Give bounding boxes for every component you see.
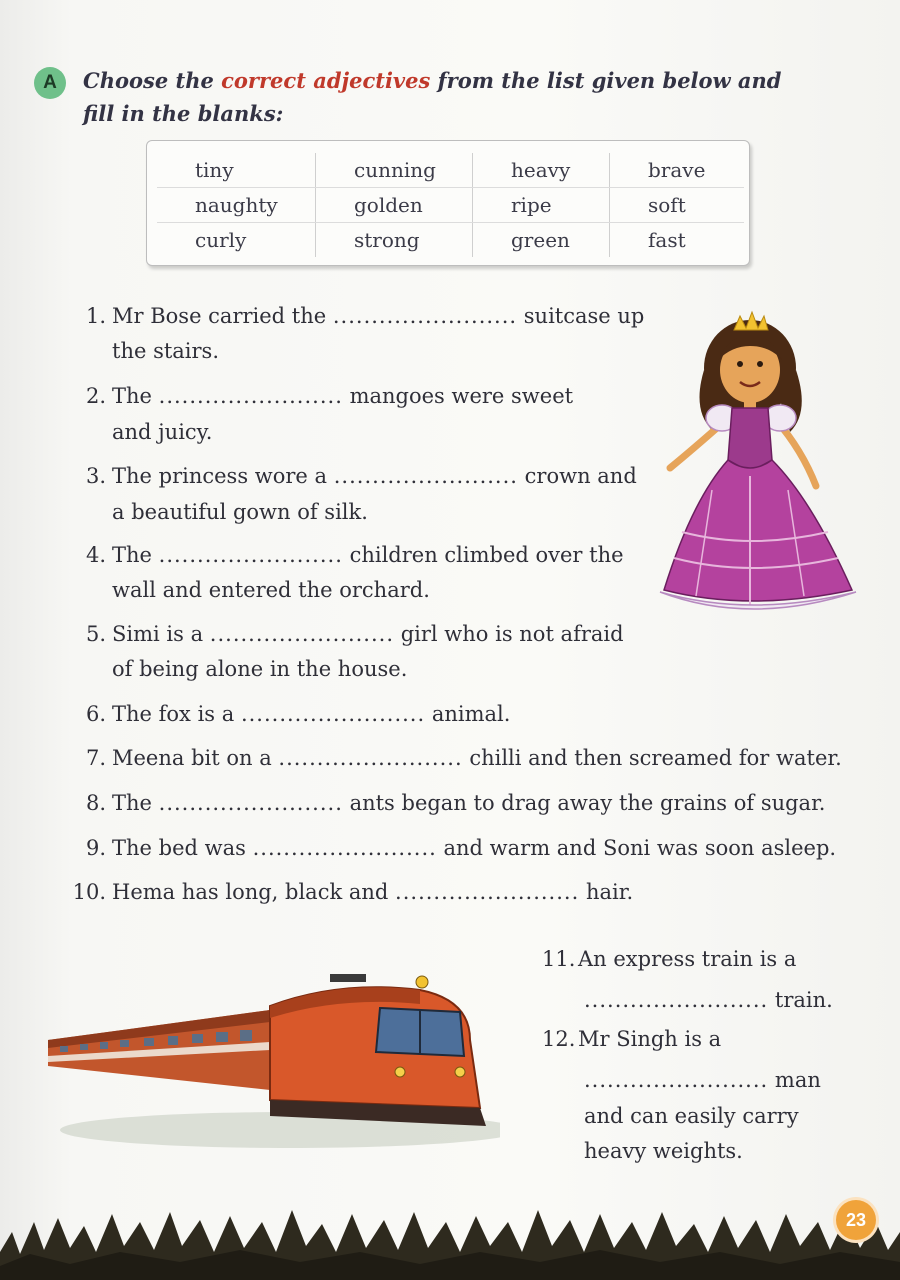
word-cell: strong bbox=[316, 223, 473, 258]
answer-blank[interactable]: ........................ bbox=[333, 464, 518, 488]
question-6: 6. The fox is a ........................ animal. bbox=[85, 702, 511, 726]
answer-blank[interactable]: ........................ bbox=[278, 746, 463, 770]
princess-illustration bbox=[652, 300, 862, 620]
answer-blank[interactable]: ........................ bbox=[332, 304, 518, 328]
question-7: 7. Meena bit on a ........................ chilli and then screamed for water. bbox=[85, 746, 842, 770]
question-1-cont: the stairs. bbox=[112, 339, 220, 363]
question-12-cont3: heavy weights. bbox=[584, 1139, 743, 1163]
word-cell: ripe bbox=[473, 188, 610, 223]
answer-blank[interactable]: ........................ bbox=[209, 622, 395, 646]
question-2-cont: and juicy. bbox=[112, 420, 213, 444]
answer-blank[interactable]: ........................ bbox=[584, 1068, 769, 1092]
question-5-cont: of being alone in the house. bbox=[112, 657, 408, 681]
word-list-table bbox=[157, 153, 744, 257]
exercise-badge: A bbox=[34, 67, 66, 99]
word-cell: green bbox=[473, 223, 610, 258]
question-4-cont: wall and entered the orchard. bbox=[112, 578, 430, 602]
question-12: 12. Mr Singh is a bbox=[542, 1027, 722, 1051]
answer-blank[interactable]: ........................ bbox=[158, 791, 343, 815]
question-8: 8. The ........................ ants began to drag away the grains of sugar. bbox=[85, 791, 826, 815]
word-cell: heavy bbox=[473, 153, 610, 188]
question-5: 5. Simi is a ........................ girl who is not afraid bbox=[85, 622, 624, 646]
answer-blank[interactable]: ........................ bbox=[395, 880, 580, 904]
word-cell: fast bbox=[648, 228, 686, 252]
question-11: 11. An express train is a bbox=[542, 947, 797, 971]
question-4: 4. The ........................ children climbed over the bbox=[85, 543, 624, 567]
question-12-cont: ........................ man bbox=[584, 1068, 821, 1092]
word-cell: naughty bbox=[157, 188, 316, 223]
answer-blank[interactable]: ........................ bbox=[158, 543, 343, 567]
question-3-cont: a beautiful gown of silk. bbox=[112, 500, 368, 524]
train-illustration bbox=[40, 960, 500, 1160]
answer-blank[interactable]: ........................ bbox=[252, 836, 437, 860]
answer-blank[interactable]: ........................ bbox=[584, 988, 769, 1012]
word-list-box bbox=[146, 140, 750, 266]
answer-blank[interactable]: ........................ bbox=[240, 702, 426, 726]
word-cell: golden bbox=[316, 188, 473, 223]
word-cell: curly bbox=[157, 223, 316, 258]
word-cell: cunning bbox=[316, 153, 473, 188]
question-1: 1. Mr Bose carried the ........................ suitcase up bbox=[85, 304, 645, 328]
answer-blank[interactable]: ........................ bbox=[158, 384, 343, 408]
question-12-cont2: and can easily carry bbox=[584, 1104, 799, 1128]
question-11-cont: ........................ train. bbox=[584, 988, 833, 1012]
page-number-badge: 23 bbox=[836, 1200, 876, 1240]
question-9: 9. The bed was ........................ and warm and Soni was soon asleep. bbox=[85, 836, 837, 860]
word-cell: tiny bbox=[157, 153, 316, 188]
word-cell: brave bbox=[610, 153, 745, 188]
question-10: 10. Hema has long, black and ........................ hair. bbox=[72, 880, 634, 904]
grass-decoration bbox=[0, 1192, 900, 1280]
exercise-heading: Choose the correct adjectives from the list given below and fill in the blanks: bbox=[83, 68, 782, 126]
question-3: 3. The princess wore a ........................ crown and bbox=[85, 464, 637, 488]
question-2: 2. The ........................ mangoes were sweet bbox=[85, 384, 574, 408]
word-cell: soft bbox=[610, 188, 745, 223]
heading-highlight: correct adjectives bbox=[221, 68, 431, 93]
